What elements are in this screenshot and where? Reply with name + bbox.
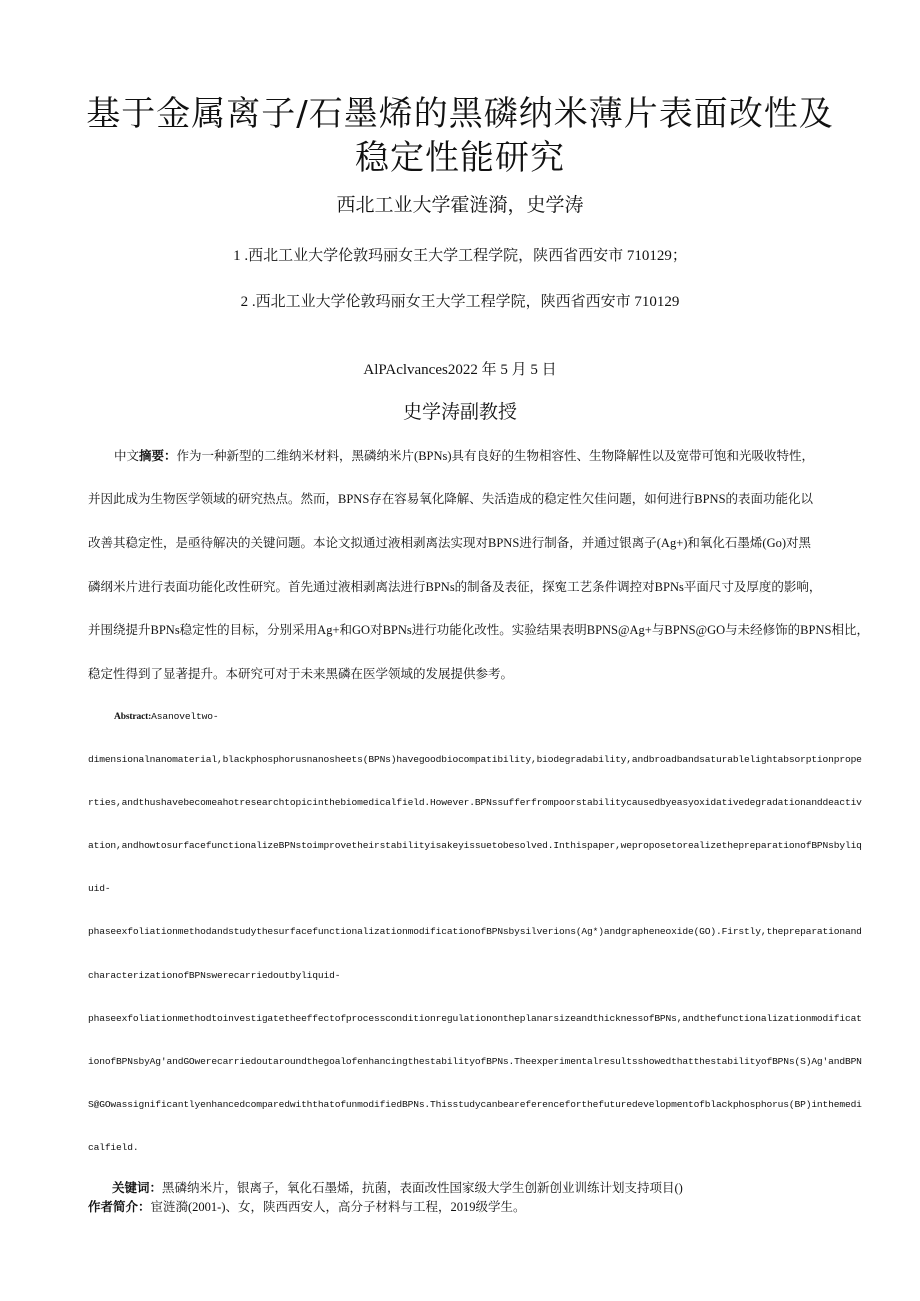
cn-abstract-line: [114, 446, 814, 464]
cn-abstract-line: 并围绕提升BPNs稳定性的目标，分别采用Ag+和GO对BPNs进行功能化改性。实验结果表明BPNS@Ag+与BPNS@GO与未经修饰的BPNS相比，: [88, 623, 869, 637]
en-abstract-line: phaseexfoliationmethodandstudythesurfacefunctionalizationmodificationofBPNsbysilverions(Ag*)andgrapheneoxide(GO).Firstly,thepreparationand: [88, 926, 862, 937]
en-abstract-line: [114, 711, 218, 722]
author-bio-text: 宦涟漪(2001-)、女，陕西西安人，高分子材料与工程，2019级学生。: [150, 1200, 526, 1214]
keywords-line: [112, 1178, 683, 1196]
author-bio-line: [88, 1197, 526, 1215]
keywords-text: 黑磷纳米片，银离子，氧化石墨烯，抗菌，表面改性国家级大学生创新创业训练计划支持项目(): [162, 1181, 683, 1195]
en-abstract-line: phaseexfoliationmethodtoinvestigatetheeffectofprocessconditionregulationontheplanarsizeandthicknessofBPNs,andthefunctionalizationmodificat: [88, 1013, 862, 1024]
cn-abstract-text: 作为一种新型的二维纳米材料，黑磷纳米片(BPNs)具有良好的生物相容性、生物降解性以及宽带可饱和光吸收特性，: [176, 449, 815, 463]
cn-abstract-label: 摘要：: [139, 449, 177, 463]
cn-abstract-label-prefix: 中文: [114, 449, 140, 463]
en-abstract-line: characterizationofBPNswerecarriedoutbyliquid-: [88, 970, 341, 981]
paper-title-line-1: 基于金属离子/石墨烯的黑磷纳米薄片表面改性及: [86, 94, 834, 134]
en-abstract-line: calfield.: [88, 1142, 139, 1153]
en-abstract-line: ation,andhowtosurfacefunctionalizeBPNstoimprovetheirstabilityisakeyissuetobesolved.Inthispaper,weproposetorealizethepreparationofBPNsbyliq: [88, 840, 862, 851]
cn-abstract-line: 改善其稳定性，是亟待解决的关键问题。本论文拟通过液相剥离法实现对BPNS进行制备，并通过银离子(Ag+)和氧化石墨烯(Go)对黑: [88, 536, 812, 550]
keywords-label: 关键词：: [112, 1180, 163, 1195]
paper-title-line-2: 稳定性能研究: [355, 138, 565, 178]
journal-date-line: AlPAclvances2022 年 5 月 5 日: [363, 362, 557, 378]
en-abstract-line: ionofBPNsbyAg'andGOwerecarriedoutaroundthegoalofenhancingthestabilityofBPNs.TheexperimentalresultsshowedthatthestabilityofBPNs(S)Ag'andBPN: [88, 1056, 862, 1067]
en-abstract-line: dimensionalnanomaterial,blackphosphorusnanosheets(BPNs)havegoodbiocompatibility,biodegradability,andbroadbandsaturablelightabsorptionprope: [88, 754, 862, 765]
author-line: 西北工业大学霍涟漪，史学涛: [336, 194, 584, 216]
en-abstract-line: rties,andthushavebecomeahotresearchtopicinthebiomedicalfield.However.BPNssufferfrompoorstabilitycausedbyeasyoxidativedegradationanddeactiv: [88, 797, 862, 808]
tutor-line: 史学涛副教授: [402, 401, 517, 423]
affiliation-2: 2 .西北工业大学伦敦玛丽女王大学工程学院，陕西省西安市 710129: [240, 294, 680, 310]
author-bio-label: 作者简介：: [88, 1199, 151, 1214]
en-abstract-label: Abstract:: [114, 712, 152, 722]
cn-abstract-line: 稳定性得到了显著提升。本研究可对于未来黑磷在医学领域的发展提供参考。: [88, 667, 514, 681]
en-abstract-text: Asanoveltwo-: [151, 711, 219, 722]
en-abstract-line: S@GOwassignificantlyenhancedcomparedwiththatofunmodifiedBPNs.Thisstudycanbeareferenceforthefuturedevelopmentofblackphosphorus(BP)inthemedi: [88, 1099, 862, 1110]
en-abstract-line: uid-: [88, 883, 111, 894]
affiliation-1: 1 .西北工业大学伦敦玛丽女王大学工程学院，陕西省西安市 710129；: [233, 248, 687, 264]
cn-abstract-line: 并因此成为生物医学领域的研究热点。然而，BPNS存在容易氧化降解、失活造成的稳定性欠佳问题，如何进行BPNS的表面功能化以: [88, 492, 814, 506]
cn-abstract-line: 磷纲米片进行表面功能化改性研究。首先通过液相剥离法进行BPNs的制备及表征，探寃工艺条件调控对BPNs平面尺寸及厚度的影响，: [88, 580, 822, 594]
